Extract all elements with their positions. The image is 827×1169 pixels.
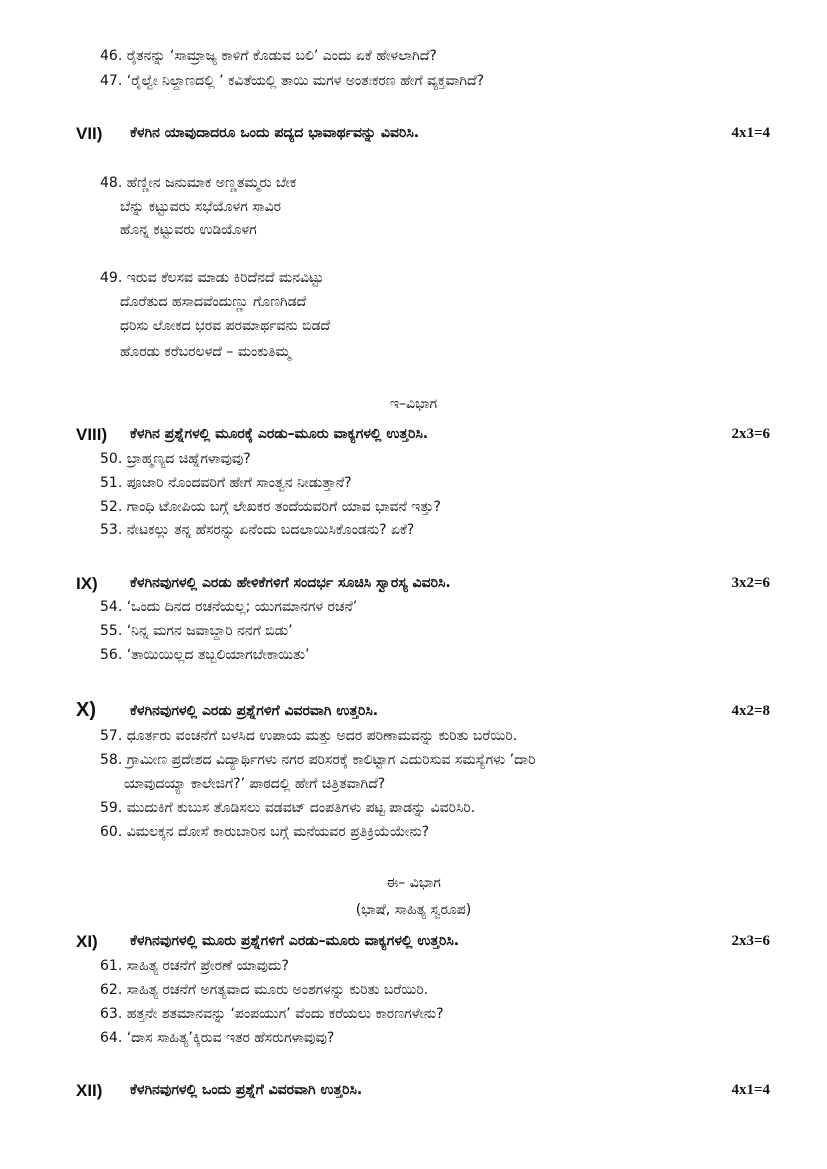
question-59: 59. ಮುದುಕಿಗೆ ಕುಬುಸ ತೊಡಿಸಲು ವಡವಟ್ ದಂಪತಿಗಳು ಪಟ್ಟ ಪಾಡನ್ನು ವಿವರಿಸಿರಿ. bbox=[100, 800, 476, 816]
question-50: 50. ಬ್ರಾಹ್ಮಣ್ಯದ ಚಿಹ್ನೆಗಳಾವುವು? bbox=[100, 451, 251, 467]
poem-48-line-3: ಹೊನ್ನ ಕಟ್ಟುವರು ಉಡಿಯೊಳಗ bbox=[120, 222, 257, 238]
poem-49-line-2: ದೊರೆತುದ ಹಸಾದವೆಂದುಣ್ಣು ಗೊಣಗಿಡದೆ bbox=[120, 294, 307, 310]
section-viii-header bbox=[76, 425, 776, 449]
section-instruction: ಕೆಳಗಿನವುಗಳಲ್ಲಿ ಒಂದು ಪ್ರಶ್ನೆಗೆ ವಿವರವಾಗಿ ಉತ್ತರಿಸಿ. bbox=[130, 1082, 363, 1098]
section-number: VII) bbox=[76, 124, 103, 143]
question-47: 47. ‘ರೈಲ್ವೇ ನಿಲ್ದಾಣದಲ್ಲಿ ’ ಕವಿತೆಯಲ್ಲಿ ತಾಯಿ ಮಗಳ ಅಂತಃಕರಣ ಹೇಗೆ ವ್ಯಕ್ತವಾಗಿದೆ? bbox=[100, 73, 485, 89]
question-60: 60. ವಿಮಲಕ್ಕನ ದೋಸೆ ಕಾರುಬಾರಿನ ಬಗ್ಗೆ ಮನೆಯವರ ಪ್ರತಿಕ್ರಿಯೆಯೇನು? bbox=[100, 824, 430, 840]
section-x-header bbox=[76, 699, 776, 726]
poem-49-line-4: ಹೊರಡು ಕರೆಬರಲಳದೆ – ಮಂಕುತಿಮ್ಮ bbox=[120, 344, 291, 360]
question-58: 58. ಗ್ರಾಮೀಣ ಪ್ರದೇಶದ ವಿದ್ಯಾರ್ಥಿಗಳು ನಗರ ಪರಿಸರಕ್ಕೆ ಕಾಲಿಟ್ಟಾಗ ಎದುರಿಸುವ ಸಮಸ್ಯೆಗಳು ’ದಾರಿ bbox=[100, 752, 536, 768]
section-marks: 3x2=6 bbox=[731, 575, 770, 591]
division-heading-e: ಇ–ವಿಭಾಗ bbox=[389, 396, 438, 412]
section-marks: 4x1=4 bbox=[731, 125, 770, 141]
section-instruction: ಕೆಳಗಿನವುಗಳಲ್ಲಿ ಎರಡು ಪ್ರಶ್ನೆಗಳಿಗೆ ವಿವರವಾಗಿ ಉತ್ತರಿಸಿ. bbox=[130, 703, 379, 719]
poem-49-line-3: ಧರಿಸು ಲೋಕದ ಭರವ ಪರಮಾರ್ಥವನು ಬಿಡದೆ bbox=[120, 318, 331, 334]
division-heading-ee: ಈ– ವಿಭಾಗ bbox=[386, 875, 441, 891]
section-ix-header bbox=[76, 574, 776, 598]
section-instruction: ಕೆಳಗಿನವುಗಳಲ್ಲಿ ಮೂರು ಪ್ರಶ್ನೆಗಳಿಗೆ ಎರಡು–ಮೂರು ವಾಕ್ಯಗಳಲ್ಲಿ ಉತ್ತರಿಸಿ. bbox=[130, 933, 460, 949]
section-marks: 4x1=4 bbox=[731, 1082, 770, 1098]
question-61: 61. ಸಾಹಿತ್ಯ ರಚನೆಗೆ ಪ್ರೇರಣೆ ಯಾವುದು? bbox=[100, 958, 289, 974]
section-marks: 4x2=8 bbox=[731, 703, 770, 719]
section-xi-header bbox=[76, 932, 776, 956]
section-xii-header bbox=[76, 1081, 776, 1105]
section-number: IX) bbox=[76, 574, 98, 593]
question-63: 63. ಹತ್ತನೇ ಶತಮಾನವನ್ನು ‘ಪಂಪಯುಗ’ ವೆಂದು ಕರೆಯಲು ಕಾರಣಗಳೇನು? bbox=[100, 1006, 444, 1022]
question-64: 64. ‘ದಾಸ ಸಾಹಿತ್ಯ’ಕ್ಕಿರುವ ಇತರ ಹೆಸರುಗಳಾವುವು? bbox=[100, 1030, 335, 1046]
question-54: 54. ‘ಒಂದು ದಿನದ ರಚನೆಯಲ್ಲ; ಯುಗಮಾನಗಳ ರಚನೆ’ bbox=[100, 599, 358, 615]
question-56: 56. ‘ತಾಯಿಯಿಲ್ಲದ ತಬ್ಬಲಿಯಾಗಬೇಕಾಯಿತು’ bbox=[100, 647, 310, 663]
question-57: 57. ಧೂರ್ತರು ವಂಚನೆಗೆ ಬಳಸಿದ ಉಪಾಯ ಮತ್ತು ಅದರ ಪರಿಣಾಮವನ್ನು ಕುರಿತು ಬರೆಯಿರಿ. bbox=[100, 728, 518, 744]
question-51: 51. ಪೂಜಾರಿ ನೊಂದವರಿಗೆ ಹೇಗೆ ಸಾಂತ್ವನ ನೀಡುತ್ತಾನೆ? bbox=[100, 475, 352, 491]
poem-48-line-2: ಬೆನ್ನು ಕಟ್ಟುವರು ಸಭೆಯೊಳಗ ಸಾವಿರ bbox=[120, 199, 282, 215]
section-instruction: ಕೆಳಗಿನ ಯಾವುದಾದರೂ ಒಂದು ಪದ್ಯದ ಭಾವಾರ್ಥವನ್ನು ವಿವರಿಸಿ. bbox=[130, 125, 420, 141]
question-46: 46. ರೈತನನ್ನು ‘ಸಾಮ್ರಾಜ್ಯ ಕಾಳಿಗೆ ಕೊಡುವ ಬಲಿ’ ಎಂದು ಏಕೆ ಹೇಳಲಾಗಿದೆ? bbox=[100, 48, 437, 64]
poem-48-line-1: 48. ಹೆಣ್ಣೀನ ಜನುಮಾಕ ಅಣ್ಣತಮ್ಮರು ಬೇಕ bbox=[100, 175, 297, 191]
poem-49-line-1: 49. ಇರುವ ಕೆಲಸವ ಮಾಡು ಕಿರಿದೆನದೆ ಮನವಿಟ್ಟು bbox=[100, 270, 324, 286]
division-subheading: (ಭಾಷೆ, ಸಾಹಿತ್ಯ ಸ್ವರೂಪ) bbox=[355, 902, 472, 918]
question-62: 62. ಸಾಹಿತ್ಯ ರಚನೆಗೆ ಅಗತ್ಯವಾದ ಮೂರು ಅಂಶಗಳನ್ನು ಕುರಿತು ಬರೆಯಿರಿ. bbox=[100, 982, 429, 998]
section-number: XII) bbox=[76, 1081, 103, 1100]
question-52: 52. ಗಾಂಧಿ ಟೋಪಿಯ ಬಗ್ಗೆ ಲೇಖಕರ ತಂದೆಯವರಿಗೆ ಯಾವ ಭಾವನೆ ಇತ್ತು? bbox=[100, 499, 441, 515]
section-number: VIII) bbox=[76, 425, 108, 444]
section-number: X) bbox=[76, 699, 96, 721]
question-58-continued: ಯಾವುದಯ್ಯಾ ಕಾಲೇಜಿಗೆ?’ ಪಾಠದಲ್ಲಿ ಹೇಗೆ ಚಿತ್ರಿತವಾಗಿದೆ? bbox=[124, 776, 386, 792]
section-vii-header bbox=[76, 124, 776, 148]
section-number: XI) bbox=[76, 932, 98, 951]
section-instruction: ಕೆಳಗಿನ ಪ್ರಶ್ನೆಗಳಲ್ಲಿ ಮೂರಕ್ಕೆ ಎರಡು–ಮೂರು ವಾಕ್ಯಗಳಲ್ಲಿ ಉತ್ತರಿಸಿ. bbox=[130, 426, 429, 442]
question-53: 53. ನೇಟಕಲ್ಲು ತನ್ನ ಹೆಸರನ್ನು ಏನೆಂದು ಬದಲಾಯಿಸಿಕೊಂಡನು? ಏಕೆ? bbox=[100, 522, 415, 538]
section-marks: 2x3=6 bbox=[731, 933, 770, 949]
section-instruction: ಕೆಳಗಿನವುಗಳಲ್ಲಿ ಎರಡು ಹೇಳಿಕೆಗಳಿಗೆ ಸಂದರ್ಭ ಸೂಚಿಸಿ ಸ್ವಾರಸ್ಯ ವಿವರಿಸಿ. bbox=[130, 575, 451, 591]
question-55: 55. ‘ನಿನ್ನ ಮಗನ ಜವಾಬ್ದಾರಿ ನನಗೆ ಬಿಡು’ bbox=[100, 623, 293, 639]
section-marks: 2x3=6 bbox=[731, 426, 770, 442]
